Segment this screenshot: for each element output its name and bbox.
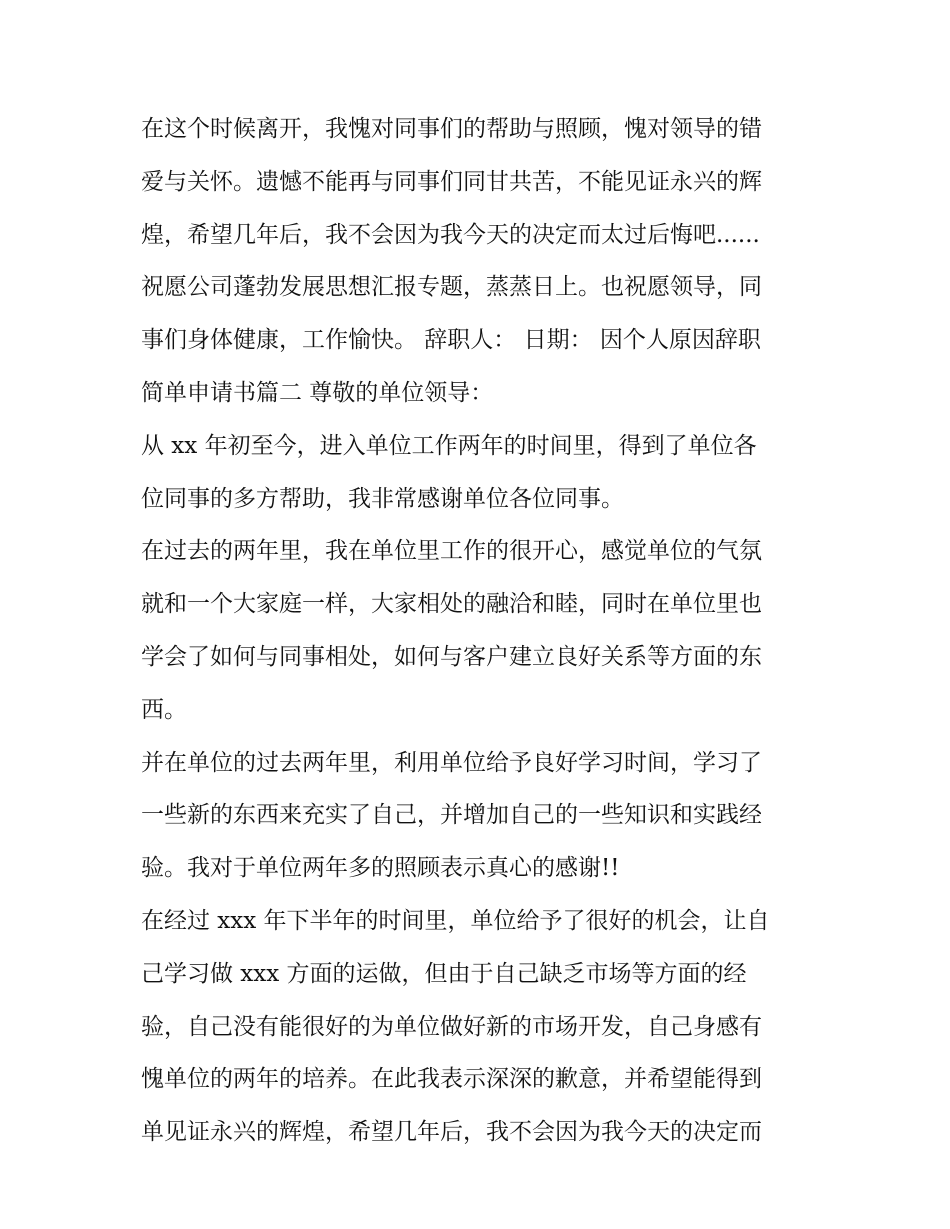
document-body (141, 108, 821, 1164)
text-line: 愧单位的两年的培养。在此我表示深深的歉意，并希望能得到 (141, 1066, 762, 1093)
text-line: 位同事的多方帮助，我非常感谢单位各位同事。 (141, 485, 624, 512)
text-line: 事们身体健康，工作愉快。 辞职人： 日期： 因个人原因辞职 (141, 327, 761, 354)
text-line: 一些新的东西来充实了自己，并增加自己的一些知识和实践经 (141, 802, 762, 829)
text-line: 验。我对于单位两年多的照顾表示真心的感谢!! (141, 855, 620, 882)
text-line: 爱与关怀。遗憾不能再与同事们同甘共苦，不能见证永兴的辉 (141, 168, 762, 195)
text-line: 验，自己没有能很好的为单位做好新的市场开发，自己身感有 (141, 1013, 762, 1040)
text-line: 在这个时候离开，我愧对同事们的帮助与照顾，愧对领导的错 (141, 116, 762, 142)
text-line: 从 xx 年初至今，进入单位工作两年的时间里，得到了单位各 (141, 432, 757, 459)
text-line: 西。 (141, 696, 187, 723)
text-line: 并在单位的过去两年里，利用单位给予良好学习时间，学习了 (141, 749, 762, 776)
text-line: 在过去的两年里，我在单位里工作的很开心，感觉单位的气氛 (141, 538, 762, 565)
text-line: 煌，希望几年后，我不会因为我今天的决定而太过后悔吧...... (141, 221, 760, 248)
text-line: 己学习做 xxx 方面的运做，但由于自己缺乏市场等方面的经 (141, 960, 747, 987)
text-line: 在经过 xxx 年下半年的时间里，单位给予了很好的机会，让自 (141, 907, 770, 934)
text-line: 简单申请书篇二 尊敬的单位领导： (141, 379, 494, 406)
text-line: 单见证永兴的辉煌，希望几年后，我不会因为我今天的决定而 (141, 1119, 762, 1146)
text-line: 祝愿公司蓬勃发展思想汇报专题，蒸蒸日上。也祝愿领导，同 (141, 274, 762, 301)
text-line: 就和一个大家庭一样，大家相处的融洽和睦，同时在单位里也 (141, 591, 762, 618)
text-line: 学会了如何与同事相处，如何与客户建立良好关系等方面的东 (141, 643, 762, 670)
